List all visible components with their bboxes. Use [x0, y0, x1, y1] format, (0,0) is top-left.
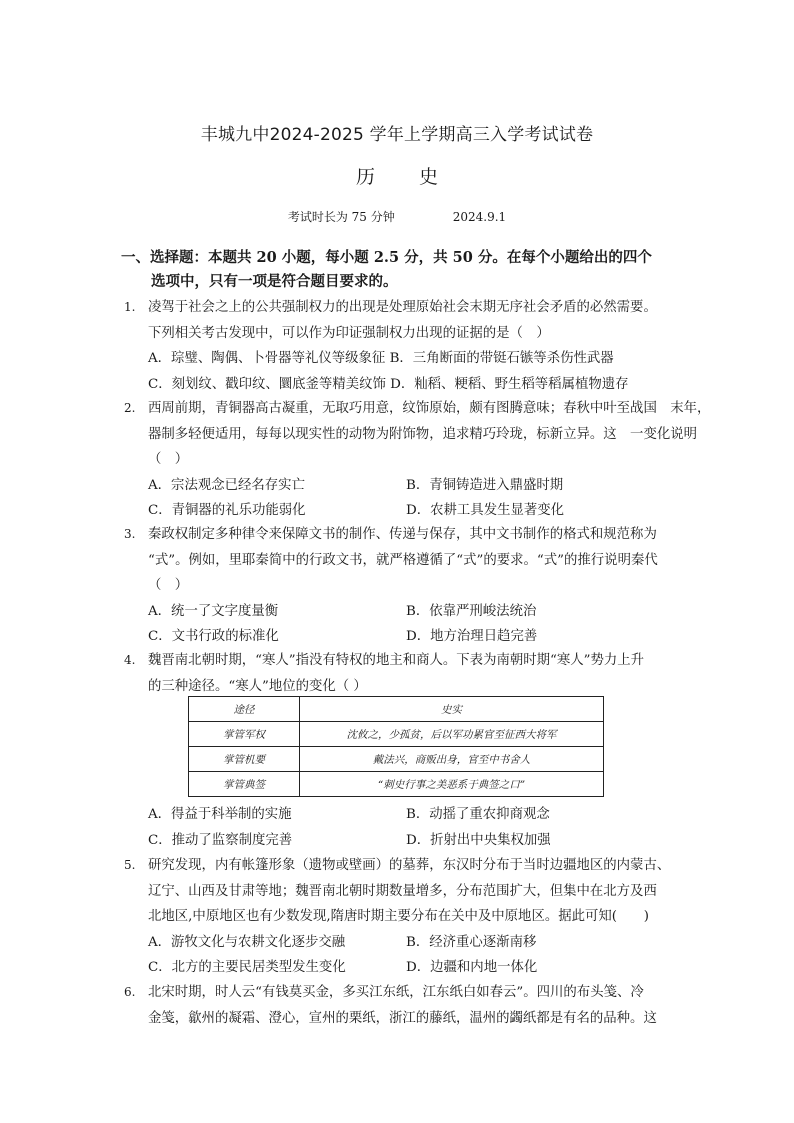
option-b: B．依靠严刑峻法统治	[406, 603, 537, 619]
table-row	[189, 747, 604, 772]
table-header-cell: 史实	[300, 697, 604, 722]
question-text-line: 西周前期，青铜器高古凝重，无取巧用意，纹饰原始，颇有图腾意味；春秋中叶至战国 末年，	[148, 401, 711, 416]
question-text-line: （ ）	[148, 578, 189, 593]
question-text-line: 金笺，歙州的凝霜、澄心，宣州的栗纸，浙江的藤纸，温州的蠲纸都是有名的品种。这	[148, 1010, 657, 1026]
option-a: A．得益于科举制的实施	[148, 807, 292, 822]
table-cell: 戴法兴，商贩出身，官至中书舍人	[300, 747, 604, 772]
question-text-line: 魏晋南北朝时期，“寒人”指没有特权的地主和商人。下表为南朝时期“寒人”势力上升	[148, 653, 645, 668]
option-line: C．刻划纹、戳印纹、圜底釜等精美纹饰 D．籼稻、粳稻、野生稻等稻属植物遗存	[148, 376, 629, 392]
question-1	[124, 295, 694, 397]
option-b: B．动摇了重农抑商观念	[406, 807, 550, 822]
question-6	[124, 980, 694, 1031]
section-heading	[121, 246, 681, 294]
option-c: C．青铜器的礼乐功能弱化	[148, 503, 306, 518]
question-5	[124, 853, 694, 981]
table-row	[189, 722, 604, 747]
exam-title: 丰城九中2024-2025 学年上学期高三入学考试试卷	[200, 125, 594, 145]
option-d: D．地方治理日趋完善	[406, 629, 538, 644]
table-header-row	[189, 697, 604, 722]
option-c: C．北方的主要民居类型发生变化	[148, 960, 346, 975]
table-cell: 掌管机要	[189, 747, 300, 772]
option-row	[124, 498, 694, 524]
question-2	[124, 396, 711, 524]
option-a: A．统一了文字度量衡	[148, 603, 279, 619]
question-text-line: 的三种途径。“寒人”地位的变化（ ）	[148, 678, 367, 694]
exam-meta	[0, 208, 794, 225]
option-d: D．折射出中央集权加强	[406, 832, 551, 848]
section-line-2: 选项中，只有一项是符合题目要求的。	[151, 273, 398, 290]
question-text-line: “式”。例如，里耶秦简中的行政文书，就严格遵循了“式”的要求。“式”的推行说明秦代	[148, 552, 658, 568]
question-text-line: （ ）	[148, 452, 189, 467]
question-number: 4.	[124, 653, 136, 667]
option-row	[124, 624, 694, 650]
exam-date: 2024.9.1	[452, 210, 507, 224]
option-d: D．边疆和内地一体化	[406, 960, 538, 975]
question-text-line: 北宋时期，时人云“有钱莫买金，多买江东纸，江东纸白如春云”。四川的布头笺、冷	[148, 985, 644, 1000]
option-a: A．宗法观念已经名存实亡	[148, 477, 305, 493]
question-text-line: 下列相关考古发现中，可以作为印证强制权力出现的证据的是（ ）	[148, 325, 550, 341]
question-text-line: 器制多轻便适用，每每以现实性的动物为附饰物，追求精巧玲珑，标新立异。这 一变化说明	[148, 426, 698, 442]
table-row	[189, 772, 604, 797]
question-4-options	[124, 802, 694, 853]
question-number: 6.	[124, 985, 136, 999]
question-number: 1.	[124, 300, 136, 314]
option-d: D．农耕工具发生显著变化	[406, 503, 565, 518]
option-b: B．青铜铸造进入鼎盛时期	[406, 477, 564, 493]
option-c: C．推动了监察制度完善	[148, 832, 293, 848]
section-line-1: 一、选择题：本题共 20 小题，每小题 2.5 分，共 50 分。在每个小题给出的四个	[121, 249, 652, 266]
question-number: 2.	[124, 401, 136, 415]
question-3	[124, 522, 694, 650]
option-row	[124, 828, 694, 854]
exam-duration: 考试时长为 75 分钟	[287, 210, 395, 224]
option-a: A．游牧文化与农耕文化逐步交融	[148, 934, 346, 950]
table-cell: 沈攸之，少孤贫，后以军功累官至征西大将军	[300, 722, 604, 747]
option-b: B．经济重心逐渐南移	[406, 934, 537, 950]
question-text-line: 辽宁、山西及甘肃等地；魏晋南北朝时期数量增多，分布范围扩大，但集中在北方及西	[148, 883, 657, 899]
table-cell: “刺史行事之美恶系于典签之口”	[300, 772, 604, 797]
option-line: A．琮璧、陶偶、卜骨器等礼仪等级象征 B．三角断面的带铤石镞等杀伤性武器	[148, 351, 614, 366]
option-row	[124, 802, 694, 828]
question-text-line: 秦政权制定多种律令来保障文书的制作、传递与保存，其中文书制作的格式和规范称为	[148, 527, 657, 542]
table-cell: 掌管军权	[189, 722, 300, 747]
question-number: 3.	[124, 527, 136, 541]
history-table	[188, 696, 604, 797]
option-c: C．文书行政的标准化	[148, 629, 279, 644]
option-row	[124, 599, 694, 625]
table-cell: 掌管典签	[189, 772, 300, 797]
question-number: 5.	[124, 858, 136, 872]
table-header-cell: 途径	[189, 697, 300, 722]
question-4	[124, 648, 694, 699]
question-text-line: 北地区,中原地区也有少数发现,隋唐时期主要分布在关中及中原地区。据此可知( )	[148, 909, 650, 924]
question-text-line: 凌驾于社会之上的公共强制权力的出现是处理原始社会末期无序社会矛盾的必然需要。	[148, 300, 657, 315]
option-row	[124, 473, 694, 499]
option-row	[124, 955, 694, 981]
question-text-line: 研究发现，内有帐篷形象（遗物或壁画）的墓葬，东汉时分布于当时边疆地区的内蒙古、	[148, 858, 671, 873]
subject-heading: 历史	[355, 166, 482, 188]
option-row	[124, 930, 694, 956]
